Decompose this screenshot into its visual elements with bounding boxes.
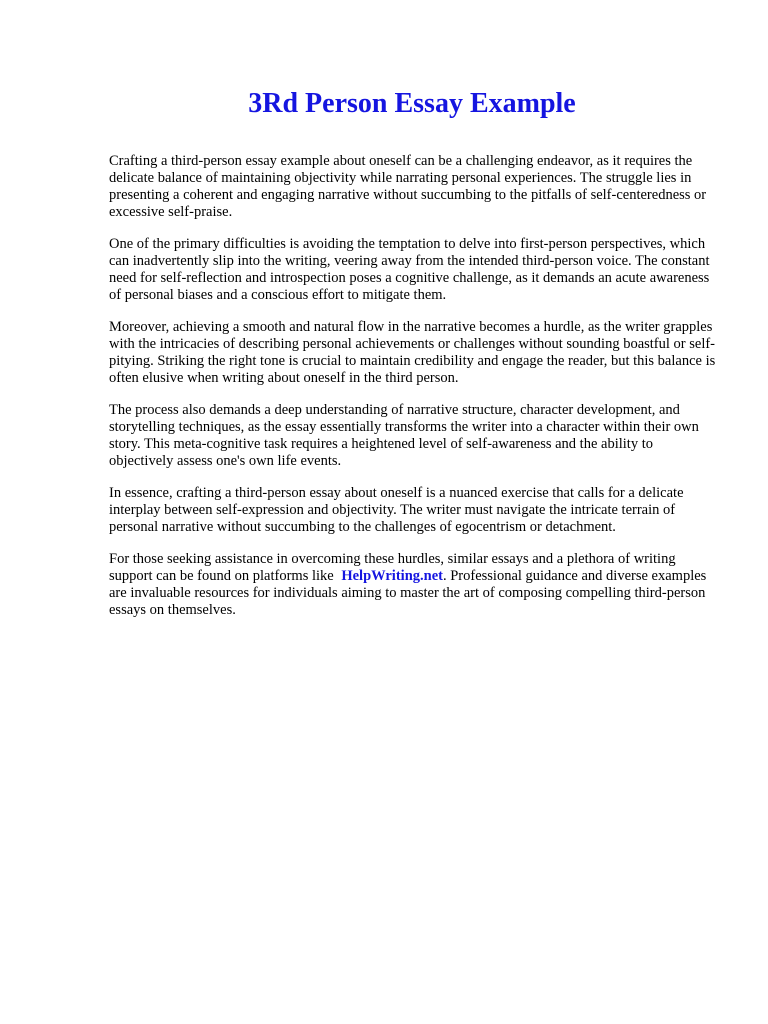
- paragraph-6-before-link: For those seeking assistance in overcoming these hurdles, similar essays and a plethora of writing support can be found on platforms like: [109, 551, 676, 584]
- essay-body: [109, 153, 721, 634]
- paragraph-6-after-link: . Professional guidance and diverse examples are invaluable resources for individuals aiming to master the art of composing compelling third-person essays on themselves.: [109, 568, 707, 618]
- paragraph-5: In essence, crafting a third-person essay about oneself is a nuanced exercise that calls for a delicate interplay between self-expression and objectivity. The writer must navigate the intricate terrain of personal narrative without succumbing to the challenges of egocentrism or detachment.: [109, 485, 684, 535]
- helpwriting-link[interactable]: HelpWriting.net: [341, 568, 443, 584]
- paragraph-4: The process also demands a deep understanding of narrative structure, character development, and storytelling techniques, as the essay essentially transforms the writer into a character within their own story. This meta-cognitive task requires a heightened level of self-awareness and the ability to objectively assess one's own life events.: [109, 402, 699, 469]
- page-title: 3Rd Person Essay Example: [248, 88, 576, 119]
- paragraph-2: One of the primary difficulties is avoiding the temptation to delve into first-person perspectives, which can inadvertently slip into the writing, veering away from the intended third-person voice. The constant need for self-reflection and introspection poses a cognitive challenge, as it demands an acute awareness of personal biases and a conscious effort to mitigate them.: [109, 236, 710, 303]
- paragraph-3: Moreover, achieving a smooth and natural flow in the narrative becomes a hurdle, as the writer grapples with the intricacies of describing personal achievements or challenges without sounding boastful or self-pitying. Striking the right tone is crucial to maintain credibility and engage the reader, but this balance is often elusive when writing about oneself in the third person.: [109, 319, 716, 386]
- paragraph-6: [109, 551, 721, 619]
- paragraph-1: Crafting a third-person essay example about oneself can be a challenging endeavor, as it requires the delicate balance of maintaining objectivity while narrating personal experiences. The struggle lies in presenting a coherent and engaging narrative without succumbing to the pitfalls of self-centeredness or excessive self-praise.: [109, 153, 707, 220]
